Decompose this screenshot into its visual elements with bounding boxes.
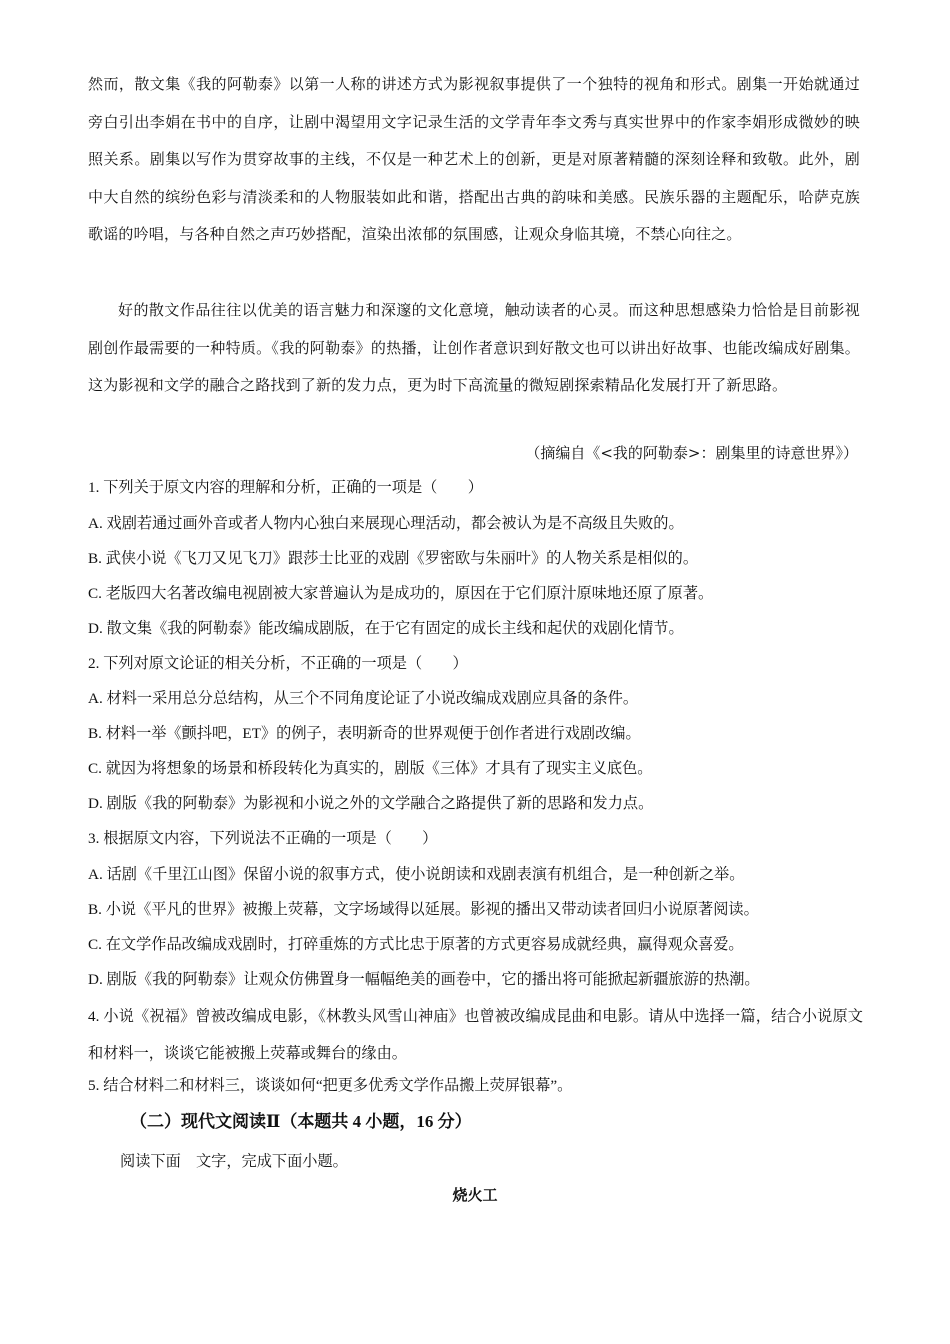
story-title: 烧火工 <box>452 1186 498 1204</box>
question-3-option-b: B. 小说《平凡的世界》被搬上荧幕，文字场域得以延展。影视的播出又带动读者回归小说原著阅读。 <box>88 901 759 918</box>
question-1-option-a: A. 戏剧若通过画外音或者人物内心独白来展现心理活动，都会被认为是不高级且失败的。 <box>88 515 684 532</box>
question-1-option-c: C. 老版四大名著改编电视剧被大家普遍认为是成功的，原因在于它们原汁原味地还原了原著。 <box>88 585 714 602</box>
question-3-stem: 3. 根据原文内容，下列说法不正确的一项是（ ） <box>88 830 438 847</box>
passage-source: （摘编自《<我的阿勒泰>：剧集里的诗意世界》） <box>525 444 858 462</box>
question-1-option-b: B. 武侠小说《飞刀又见飞刀》跟莎士比亚的戏剧《罗密欧与朱丽叶》的人物关系是相似的。 <box>88 550 699 567</box>
question-2-stem: 2. 下列对原文论证的相关分析，不正确的一项是（ ） <box>88 655 468 672</box>
passage-paragraph-1: 然而，散文集《我的阿勒泰》以第一人称的讲述方式为影视叙事提供了一个独特的视角和形式。剧集一开始就通过旁白引出李娟在书中的自序，让剧中渴望用文字记录生活的文学青年李文秀与真实世界中的作家李娟形成微妙的映照关系。剧集以写作为贯穿故事的主线，不仅是一种艺术上的创新，更是对原著精髓的深刻诠释和致敬。此外，剧中大自然的缤纷色彩与清淡柔和的人物服装如此和谐，搭配出古典的韵味和美感。民族乐器的主题配乐，哈萨克族歌谣的吟唱，与各种自然之声巧妙搭配，渲染出浓郁的氛围感，让观众身临其境，不禁心向往之。 <box>88 75 860 244</box>
question-4-stem: 4. 小说《祝福》曾被改编成电影，《林教头风雪山神庙》也曾被改编成昆曲和电影。请从中选择一篇，结合小说原文和材料一，谈谈它能被搬上荧幕或舞台的缘由。 <box>88 1008 863 1062</box>
question-2-option-a: A. 材料一采用总分总结构，从三个不同角度论证了小说改编成戏剧应具备的条件。 <box>88 690 639 707</box>
passage-paragraph-2: 好的散文作品往往以优美的语言魅力和深邃的文化意境，触动读者的心灵。而这种思想感染力恰恰是目前影视剧创作最需要的一种特质。《我的阿勒泰》的热播，让创作者意识到好散文也可以讲出好故事、也能改编成好剧集。这为影视和文学的融合之路找到了新的发力点，更为时下高流量的微短剧探索精品化发展打开了新思路。 <box>88 301 860 395</box>
question-2-option-b: B. 材料一举《颤抖吧，ET》的例子，表明新奇的世界观便于创作者进行戏剧改编。 <box>88 725 641 742</box>
section-instruction: 阅读下面 文字，完成下面小题。 <box>120 1152 348 1170</box>
section-heading: （二）现代文阅读Ⅱ（本题共 4 小题，16 分） <box>130 1112 472 1131</box>
question-3-option-a: A. 话剧《千里江山图》保留小说的叙事方式，使小说朗读和戏剧表演有机组合，是一种创新之举。 <box>88 866 745 883</box>
question-2-option-d: D. 剧版《我的阿勒泰》为影视和小说之外的文学融合之路提供了新的思路和发力点。 <box>88 795 654 812</box>
question-5-stem: 5. 结合材料二和材料三，谈谈如何“把更多优秀文学作品搬上荧屏银幕”。 <box>88 1077 573 1094</box>
question-1-option-d: D. 散文集《我的阿勒泰》能改编成剧版，在于它有固定的成长主线和起伏的戏剧化情节。 <box>88 620 684 637</box>
question-3-option-d: D. 剧版《我的阿勒泰》让观众仿佛置身一幅幅绝美的画卷中，它的播出将可能掀起新疆旅游的热潮。 <box>88 971 760 988</box>
question-2-option-c: C. 就因为将想象的场景和桥段转化为真实的，剧版《三体》才具有了现实主义底色。 <box>88 760 653 777</box>
question-3-option-c: C. 在文学作品改编成戏剧时，打碎重炼的方式比忠于原著的方式更容易成就经典，赢得观众喜爱。 <box>88 936 744 953</box>
question-1-stem: 1. 下列关于原文内容的理解和分析，正确的一项是（ ） <box>88 479 483 496</box>
